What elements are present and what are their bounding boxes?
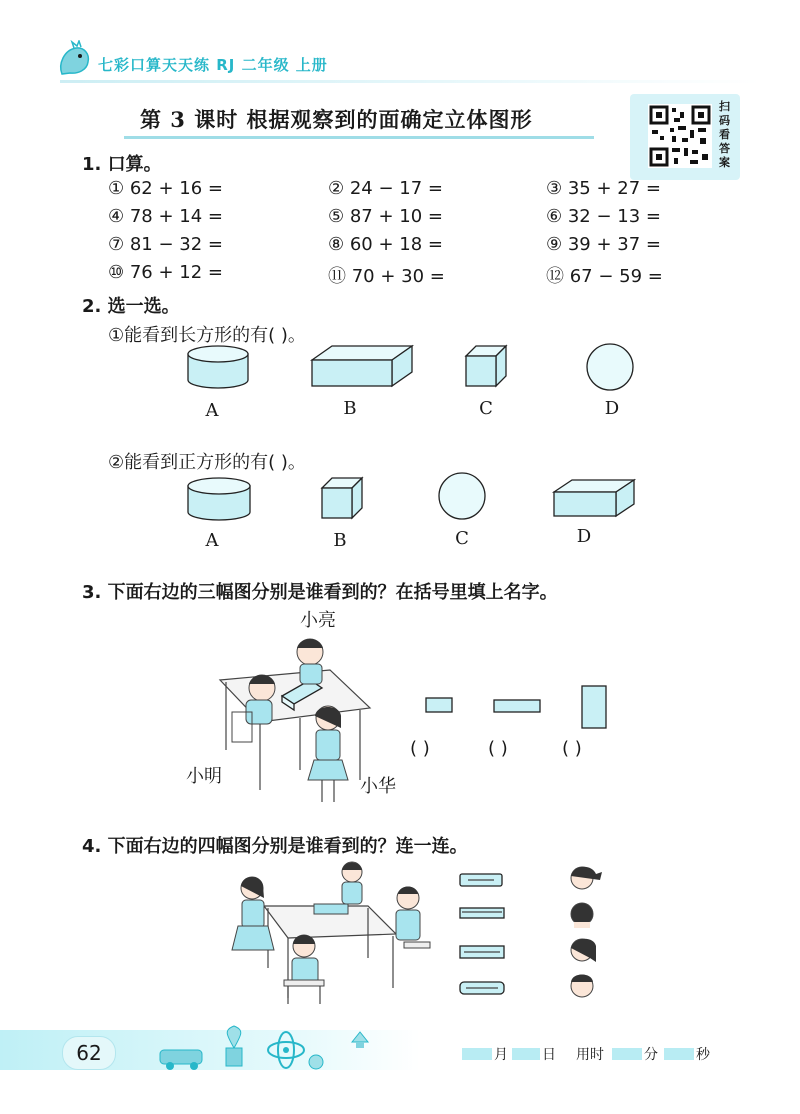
- q1-item-5: ⑤ 87 + 10 =: [328, 206, 443, 227]
- girl-side-face-icon: [571, 939, 596, 962]
- bus-icon: [160, 1050, 202, 1070]
- q3-name-left: 小明: [186, 766, 222, 787]
- q3-blank-1[interactable]: ( ): [410, 738, 430, 759]
- q4-classroom-illustration: [218, 858, 438, 1008]
- book-view-top: [460, 874, 502, 886]
- second-blank[interactable]: [664, 1048, 694, 1060]
- book-view-spine: [460, 982, 504, 994]
- q1-item-12: ⑫ 67 − 59 =: [546, 266, 663, 287]
- q1-item-11: ⑪ 70 + 30 =: [328, 266, 445, 287]
- q3-view-1: [426, 698, 452, 712]
- cuboid-shape-b: [312, 346, 412, 386]
- boy-back-head-icon: [571, 903, 593, 928]
- q1-item-10: ⑩ 76 + 12 =: [108, 262, 223, 283]
- q4-heading: 4. 下面右边的四幅图分别是谁看到的？连一连。: [82, 836, 468, 857]
- book-view-front: [460, 946, 504, 958]
- q2-part2-label-b: B: [333, 530, 347, 551]
- q3-name-right: 小华: [360, 776, 396, 797]
- q3-view-shapes: [420, 680, 620, 730]
- q2-part1-label-d: D: [604, 398, 620, 419]
- cylinder-shape-a2: [188, 478, 250, 520]
- sphere-shape-c2: [439, 473, 485, 519]
- sphere-shape-d: [587, 344, 633, 390]
- q2-part1-prompt: ①能看到长方形的有( )。: [108, 325, 306, 346]
- book-view-side: [460, 908, 504, 918]
- second-label: 秒: [696, 1047, 710, 1063]
- day-label: 日: [542, 1047, 556, 1063]
- day-blank[interactable]: [512, 1048, 540, 1060]
- q1-item-1: ① 62 + 16 =: [108, 178, 223, 199]
- q3-name-top: 小亮: [300, 610, 336, 631]
- month-label: 月: [494, 1047, 508, 1063]
- header-divider: [60, 80, 760, 83]
- q2-part2-label-a: A: [205, 530, 219, 551]
- q3-blank-3[interactable]: ( ): [562, 738, 582, 759]
- girl-face-icon: [571, 867, 602, 889]
- footer-decoration-icons: [156, 1022, 386, 1072]
- globe-icon: [309, 1055, 323, 1069]
- q4-book-views: [458, 868, 508, 1002]
- q3-view-3: [582, 686, 606, 728]
- rocket-icon: [352, 1032, 368, 1048]
- q2-part1-shapes: [180, 340, 660, 400]
- q1-item-7: ⑦ 81 − 32 =: [108, 234, 223, 255]
- q2-part2-label-c: C: [455, 528, 469, 549]
- lesson-title: 第 3 课时 根据观察到的面确定立体图形: [140, 107, 533, 132]
- title-underline: [124, 136, 594, 139]
- q1-item-8: ⑧ 60 + 18 =: [328, 234, 443, 255]
- q1-item-3: ③ 35 + 27 =: [546, 178, 661, 199]
- q2-part2-shapes: [180, 470, 640, 530]
- q1-item-6: ⑥ 32 − 13 =: [546, 206, 661, 227]
- q3-blank-2[interactable]: ( ): [488, 738, 508, 759]
- q1-item-4: ④ 78 + 14 =: [108, 206, 223, 227]
- cylinder-shape-a: [188, 346, 248, 388]
- q1-heading: 1. 口算。: [82, 154, 162, 175]
- minute-label: 分: [644, 1047, 658, 1063]
- q1-item-9: ⑨ 39 + 37 =: [546, 234, 661, 255]
- q3-view-2: [494, 700, 540, 712]
- qr-code-icon[interactable]: [648, 104, 712, 168]
- cube-shape-c: [466, 346, 506, 386]
- plant-icon: [226, 1026, 242, 1066]
- q3-classroom-illustration: [210, 630, 380, 810]
- atom-icon: [268, 1032, 304, 1068]
- q2-part1-label-a: A: [205, 400, 219, 421]
- q2-part1-label-b: B: [343, 398, 357, 419]
- page-number: 62: [62, 1036, 116, 1070]
- series-title: 七彩口算天天练 RJ 二年级 上册: [98, 56, 328, 74]
- time-used-label: 用时: [576, 1047, 604, 1063]
- minute-blank[interactable]: [612, 1048, 642, 1060]
- cuboid-shape-d2: [554, 480, 634, 516]
- q3-heading: 3. 下面右边的三幅图分别是谁看到的？在括号里填上名字。: [82, 582, 558, 603]
- cube-shape-b2: [322, 478, 362, 518]
- q2-part2-label-d: D: [576, 526, 592, 547]
- boy-side-face-icon: [571, 975, 593, 998]
- q4-face-views: [562, 862, 612, 1006]
- q2-part2-prompt: ②能看到正方形的有( )。: [108, 452, 306, 473]
- qr-caption: 扫 码 看 答 案: [719, 100, 730, 169]
- month-blank[interactable]: [462, 1048, 492, 1060]
- q2-heading: 2. 选一选。: [82, 296, 180, 317]
- q2-part1-label-c: C: [479, 398, 493, 419]
- mascot-logo-icon: [54, 40, 96, 80]
- q1-item-2: ② 24 − 17 =: [328, 178, 443, 199]
